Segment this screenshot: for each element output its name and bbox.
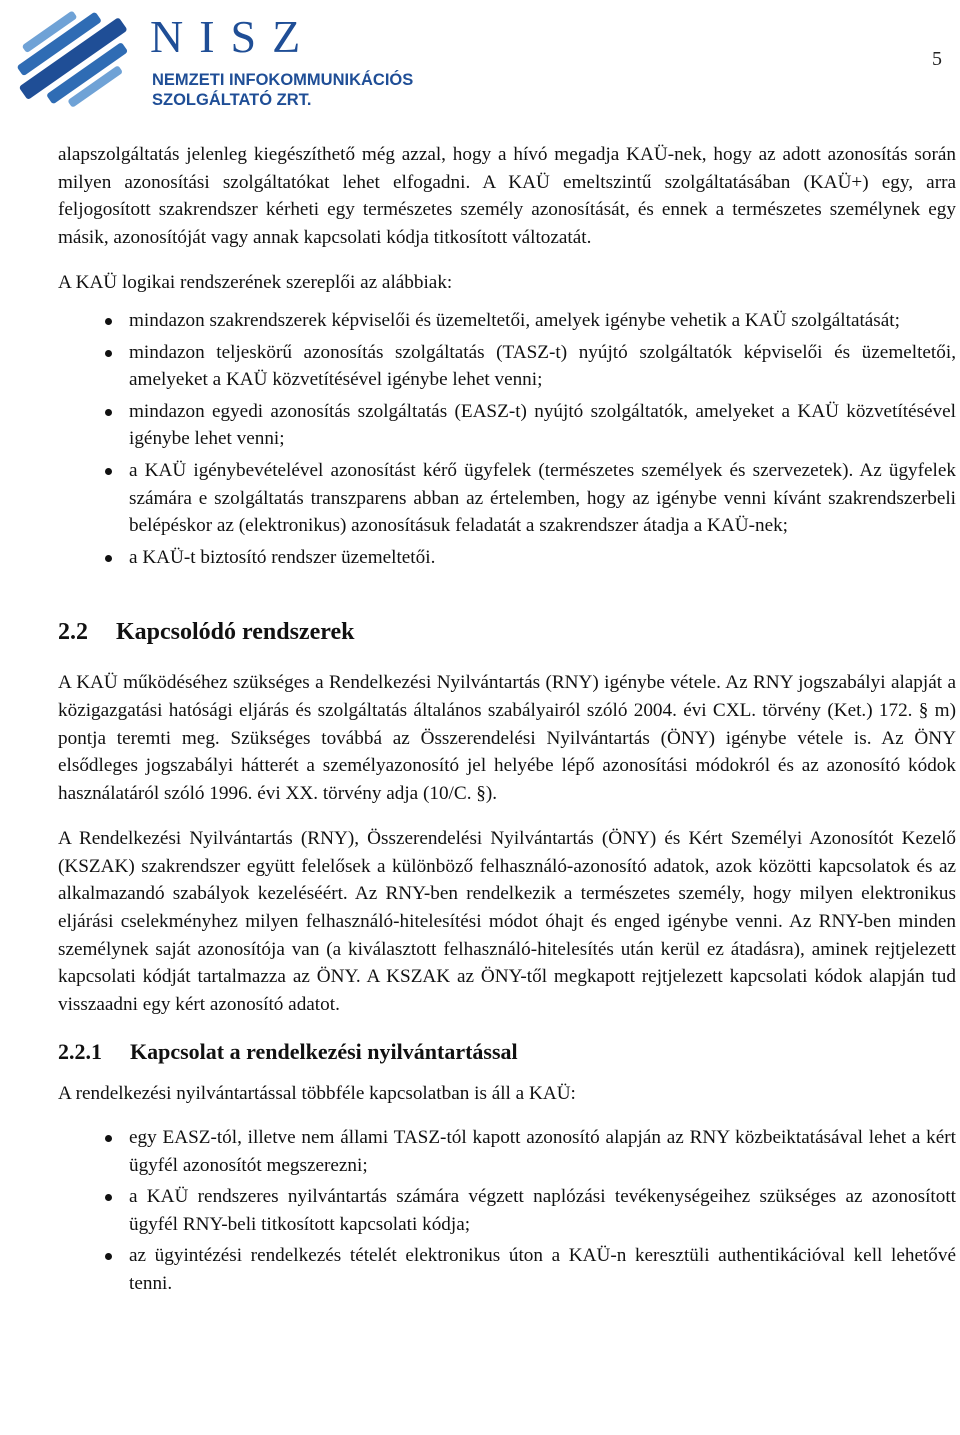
paragraph-rny-ony-kszak: A Rendelkezési Nyilvántartás (RNY), Összerendelési Nyilvántartás (ÖNY) és Kért Személyi Azonosítót Kezelő (KSZAK) szakrendszer együtt felelősek a különböző felhasználó-azonosító adatok, azok közötti kapcsolatok és az alkalmazandó szabályok kezeléséért. Az RNY-ben rendelkezik a természetes személy, hogy milyen elektronikus eljárási cselekményhez milyen felhasználó-hitelesítési módot óhajt és enged igénybe venni. Az RNY-ben minden személynek saját azonosítója van (a kiválasztott felhasználó-hitelesítés után kerül ez átadásra), aminek rejtjelezett kapcsolati kódját tartalmazza az ÖNY. A KSZAK az ÖNY-től megkapott rejtjelezett kapcsolati kódok alapján tud visszaadni egy kért azonosító adatot. [58,828,956,1015]
section-heading-2-2 [58,617,956,647]
paragraph-actors-intro: A KAÜ logikai rendszerének szereplői az alábbiak: [58,272,453,294]
logo-subtitle-line2: SZOLGÁLTATÓ ZRT. [152,91,312,109]
section-title: Kapcsolódó rendszerek [116,619,355,646]
section-title: Kapcsolat a rendelkezési nyilvántartással [130,1039,518,1065]
section-heading-2-2-1 [58,1038,956,1066]
list-item: mindazon szakrendszerek képviselői és üzemeltetői, amelyek igénybe vehetik a KAÜ szolgáltatását; [58,307,956,335]
nisz-logo-mark-icon [4,6,154,110]
nisz-logo [4,6,444,110]
document-body [58,141,956,1302]
paragraph-kau-plus: alapszolgáltatás jelenleg kiegészíthető még azzal, hogy a hívó megadja KAÜ-nek, hogy az adott azonosítás során milyen azonosítási szolgáltatókat lehet elfogadni. A KAÜ emeltszintű szolgáltatásában (KAÜ+) egy, arra feljogosított szakrendszer kérheti egy természetes személy azonosítását, és ennek a természetes személynek egy másik, azonosítóját vagy annak kapcsolati kódja titkosított változatát. [58,144,956,248]
list-item: a KAÜ rendszeres nyilvántartás számára végzett naplózási tevékenységeihez szükséges az azonosított ügyfél RNY-beli titkosított kapcsolati kódja; [58,1183,956,1238]
page-number: 5 [932,48,942,70]
list-item: mindazon teljeskörű azonosítás szolgáltatás (TASZ-t) nyújtó szolgáltatók képviselői és üzemeltetői, amelyeket a KAÜ közvetítésével igénybe lehet venni; [58,339,956,394]
paragraph-rny-relations: A rendelkezési nyilvántartással többféle kapcsolatban is áll a KAÜ: [58,1083,576,1105]
paragraph-rny: A KAÜ működéséhez szükséges a Rendelkezési Nyilvántartás (RNY) igénybe vétele. Az RNY jogszabályi alapját a közigazgatási hatósági eljárás és szolgáltatás általános szabályairól szóló 2004. évi CXL. törvény (Ket.) 172. § m) pontja teremti meg. Szükséges továbbá az Összerendelési Nyilvántartás (ÖNY) igénybe vétele is. Az ÖNY elsődleges jogszabályi hátterét a személyazonosító jel helyébe lépő azonosítási módokról és az azonosító kódok használatáról szóló 1996. évi XX. törvény adja (10/C. §). [58,672,956,804]
list-item: mindazon egyedi azonosítás szolgáltatás (EASZ-t) nyújtó szolgáltatók, amelyeket a KAÜ közvetítésével igénybe lehet venni; [58,398,956,453]
list-item: a KAÜ-t biztosító rendszer üzemeltetői. [58,544,956,572]
logo-wordmark: NISZ [150,11,317,62]
relations-list [58,1124,956,1298]
list-item: a KAÜ igénybevételével azonosítást kérő ügyfelek (természetes személyek és szervezetek). Az ügyfelek számára e szolgáltatás transzparens abban az értelemben, hogy az igénybe venni kívánt szakrendszerbeli belépéskor az (elektronikus) azonosításuk feladatát a szakrendszer átadja a KAÜ-nek; [58,457,956,540]
section-number: 2.2.1 [58,1039,102,1065]
section-number: 2.2 [58,619,88,646]
list-item: egy EASZ-tól, illetve nem állami TASZ-tól kapott azonosító alapján az RNY közbeiktatásával lehet a kért ügyfél azonosítót megszerezni; [58,1124,956,1179]
list-item: az ügyintézési rendelkezés tételét elektronikus úton a KAÜ-n keresztüli authentikációval kell lehetővé tenni. [58,1242,956,1297]
logo-subtitle-line1: NEMZETI INFOKOMMUNIKÁCIÓS [152,71,414,89]
page-header [0,0,960,120]
actors-list [58,307,956,571]
